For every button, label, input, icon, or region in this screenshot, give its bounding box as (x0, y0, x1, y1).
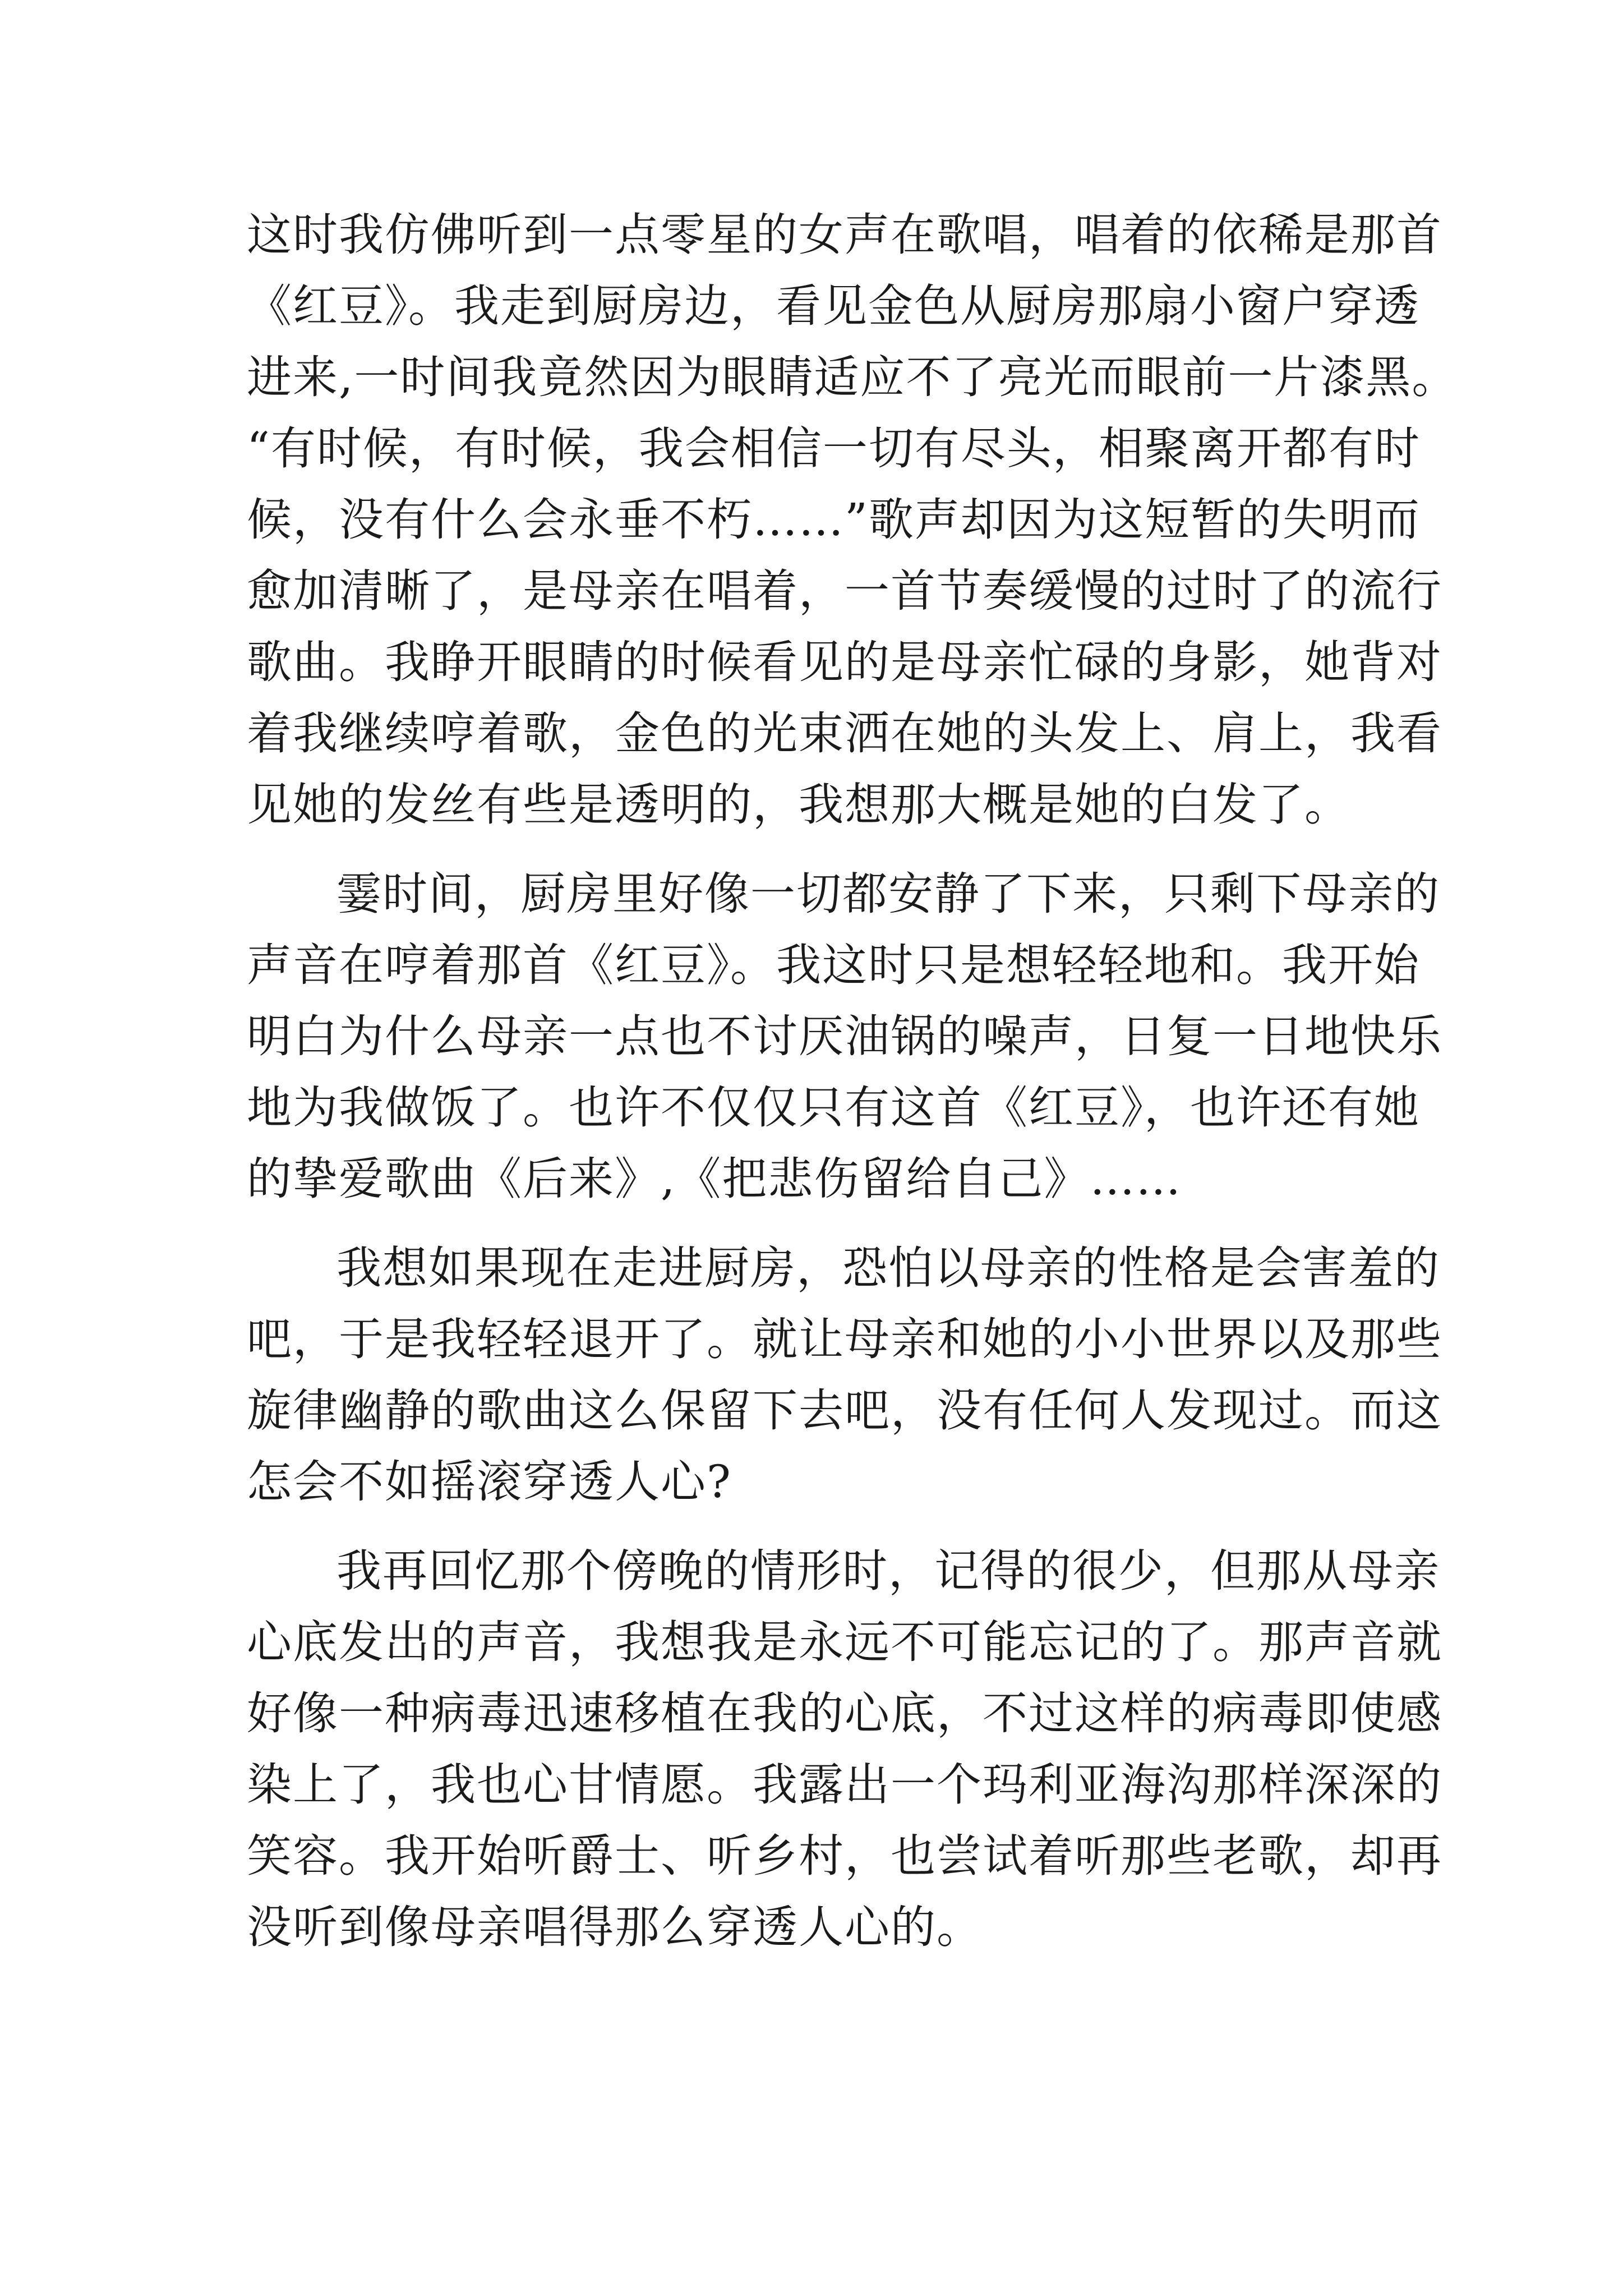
text-line: 这时我仿佛听到一点零星的女声在歌唱，唱着的依稀是那首 (247, 209, 1442, 261)
text-line: 染上了，我也心甘情愿。我露出一个玛利亚海沟那样深深的 (247, 1759, 1442, 1811)
text-line: 歌曲。我睁开眼睛的时候看见的是母亲忙碌的身影，她背对 (247, 636, 1442, 688)
text-line: 心底发出的声音，我想我是永远不可能忘记的了。那声音就 (247, 1616, 1442, 1668)
text-line: 见她的发丝有些是透明的，我想那大概是她的白发了。 (247, 779, 1350, 831)
text-line: 好像一种病毒迅速移植在我的心底，不过这样的病毒即使感 (247, 1687, 1442, 1740)
text-line: 吧，于是我轻轻退开了。就让母亲和她的小小世界以及那些 (247, 1313, 1442, 1365)
text-line: 旋律幽静的歌曲这么保留下去吧，没有任何人发现过。而这 (247, 1384, 1442, 1437)
text-line: 进来,一时间我竟然因为眼睛适应不了亮光而眼前一片漆黑。 (247, 351, 1458, 403)
text-line: 笑容。我开始听爵士、听乡村，也尝试着听那些老歌，却再 (247, 1830, 1442, 1882)
text-line: 愈加清晰了，是母亲在唱着，一首节奏缓慢的过时了的流行 (247, 565, 1442, 617)
text-line: 我想如果现在走进厨房，恐怕以母亲的性格是会害羞的 (336, 1242, 1440, 1294)
text-line: 霎时间，厨房里好像一切都安静了下来，只剩下母亲的 (336, 868, 1440, 920)
paragraph-2 (247, 858, 1442, 1214)
text-line: 没听到像母亲唱得那么穿透人心的。 (247, 1901, 983, 1953)
text-line: 候，没有什么会永垂不朽……”歌声却因为这短暂的失明而 (247, 494, 1421, 546)
text-line: 我再回忆那个傍晚的情形时，记得的很少，但那从母亲 (336, 1545, 1440, 1597)
paragraph-4 (247, 1535, 1442, 1963)
paragraph-1 (247, 199, 1458, 840)
text-line: 《红豆》。我走到厨房边，看见金色从厨房那扇小窗户穿透 (247, 280, 1420, 332)
text-line: 声音在哼着那首《红豆》。我这时只是想轻轻地和。我开始 (247, 939, 1420, 991)
text-line: 的挚爱歌曲《后来》,《把悲伤留给自己》…… (247, 1153, 1182, 1205)
text-line: 明白为什么母亲一点也不讨厌油锅的噪声，日复一日地快乐 (247, 1010, 1442, 1062)
text-line: 着我继续哼着歌，金色的光束洒在她的头发上、肩上，我看 (247, 707, 1442, 760)
text-line: “有时候，有时候，我会相信一切有尽头，相聚离开都有时 (247, 422, 1421, 475)
text-line: 地为我做饭了。也许不仅仅只有这首《红豆》，也许还有她 (247, 1082, 1420, 1134)
body-text (247, 199, 1458, 1963)
paragraph-3 (247, 1232, 1442, 1517)
text-line: 怎会不如摇滚穿透人心? (247, 1456, 732, 1508)
